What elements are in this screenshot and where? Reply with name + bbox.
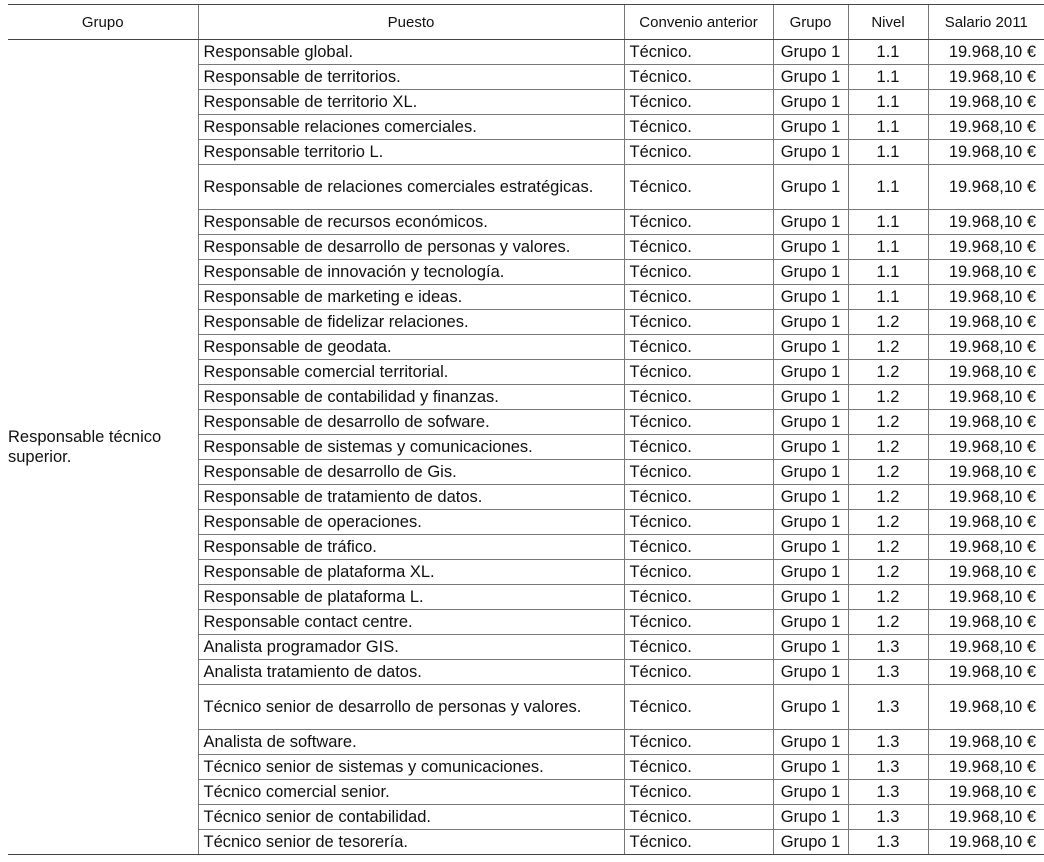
salario-cell: 19.968,10 € (928, 165, 1044, 210)
grupo-cell: Grupo 1 (773, 40, 848, 65)
salario-cell: 19.968,10 € (928, 235, 1044, 260)
convenio-cell: Técnico. (624, 260, 773, 285)
puesto-cell: Técnico senior de tesorería. (198, 830, 624, 855)
grupo-cell: Grupo 1 (773, 435, 848, 460)
salario-cell: 19.968,10 € (928, 460, 1044, 485)
convenio-cell: Técnico. (624, 435, 773, 460)
convenio-cell: Técnico. (624, 755, 773, 780)
nivel-cell: 1.3 (848, 830, 928, 855)
grupo-cell: Grupo 1 (773, 335, 848, 360)
puesto-cell: Responsable de sistemas y comunicaciones. (198, 435, 624, 460)
grupo-cell: Grupo 1 (773, 560, 848, 585)
convenio-cell: Técnico. (624, 585, 773, 610)
grupo-cell: Grupo 1 (773, 730, 848, 755)
grupo-cell: Grupo 1 (773, 410, 848, 435)
convenio-cell: Técnico. (624, 685, 773, 730)
convenio-cell: Técnico. (624, 335, 773, 360)
puesto-cell: Técnico senior de desarrollo de personas y valores. (198, 685, 624, 730)
nivel-cell: 1.1 (848, 260, 928, 285)
header-convenio: Convenio anterior (624, 5, 773, 40)
puesto-cell: Responsable contact centre. (198, 610, 624, 635)
grupo-cell: Grupo 1 (773, 360, 848, 385)
convenio-cell: Técnico. (624, 780, 773, 805)
grupo-cell: Grupo 1 (773, 90, 848, 115)
salario-cell: 19.968,10 € (928, 115, 1044, 140)
grupo-cell: Grupo 1 (773, 830, 848, 855)
salario-cell: 19.968,10 € (928, 660, 1044, 685)
grupo-cell: Grupo 1 (773, 535, 848, 560)
table-row (8, 40, 1044, 65)
puesto-cell: Técnico comercial senior. (198, 780, 624, 805)
salario-cell: 19.968,10 € (928, 780, 1044, 805)
puesto-cell: Responsable comercial territorial. (198, 360, 624, 385)
convenio-cell: Técnico. (624, 410, 773, 435)
nivel-cell: 1.1 (848, 65, 928, 90)
salario-cell: 19.968,10 € (928, 310, 1044, 335)
group-label-cell: Responsable técnico superior. (8, 40, 198, 855)
salario-cell: 19.968,10 € (928, 335, 1044, 360)
nivel-cell: 1.2 (848, 460, 928, 485)
puesto-cell: Responsable de recursos económicos. (198, 210, 624, 235)
grupo-cell: Grupo 1 (773, 780, 848, 805)
nivel-cell: 1.1 (848, 165, 928, 210)
convenio-cell: Técnico. (624, 535, 773, 560)
convenio-cell: Técnico. (624, 385, 773, 410)
salario-cell: 19.968,10 € (928, 805, 1044, 830)
convenio-cell: Técnico. (624, 140, 773, 165)
nivel-cell: 1.2 (848, 435, 928, 460)
convenio-cell: Técnico. (624, 610, 773, 635)
salario-cell: 19.968,10 € (928, 585, 1044, 610)
grupo-cell: Grupo 1 (773, 140, 848, 165)
nivel-cell: 1.2 (848, 510, 928, 535)
puesto-cell: Responsable de territorios. (198, 65, 624, 90)
salario-cell: 19.968,10 € (928, 535, 1044, 560)
puesto-cell: Responsable de geodata. (198, 335, 624, 360)
salario-cell: 19.968,10 € (928, 385, 1044, 410)
nivel-cell: 1.2 (848, 485, 928, 510)
grupo-cell: Grupo 1 (773, 235, 848, 260)
convenio-cell: Técnico. (624, 40, 773, 65)
convenio-cell: Técnico. (624, 115, 773, 140)
grupo-cell: Grupo 1 (773, 210, 848, 235)
puesto-cell: Responsable de plataforma L. (198, 585, 624, 610)
convenio-cell: Técnico. (624, 660, 773, 685)
nivel-cell: 1.3 (848, 660, 928, 685)
nivel-cell: 1.3 (848, 730, 928, 755)
grupo-cell: Grupo 1 (773, 510, 848, 535)
header-puesto: Puesto (198, 5, 624, 40)
nivel-cell: 1.3 (848, 805, 928, 830)
convenio-cell: Técnico. (624, 210, 773, 235)
salario-cell: 19.968,10 € (928, 260, 1044, 285)
nivel-cell: 1.2 (848, 585, 928, 610)
salario-cell: 19.968,10 € (928, 510, 1044, 535)
puesto-cell: Analista tratamiento de datos. (198, 660, 624, 685)
grupo-cell: Grupo 1 (773, 585, 848, 610)
puesto-cell: Responsable global. (198, 40, 624, 65)
convenio-cell: Técnico. (624, 235, 773, 260)
convenio-cell: Técnico. (624, 830, 773, 855)
puesto-cell: Técnico senior de sistemas y comunicaciones. (198, 755, 624, 780)
puesto-cell: Responsable de contabilidad y finanzas. (198, 385, 624, 410)
convenio-cell: Técnico. (624, 310, 773, 335)
grupo-cell: Grupo 1 (773, 165, 848, 210)
convenio-cell: Técnico. (624, 730, 773, 755)
puesto-cell: Analista de software. (198, 730, 624, 755)
grupo-cell: Grupo 1 (773, 310, 848, 335)
puesto-cell: Responsable de marketing e ideas. (198, 285, 624, 310)
puesto-cell: Responsable de relaciones comerciales estratégicas. (198, 165, 624, 210)
salario-cell: 19.968,10 € (928, 40, 1044, 65)
grupo-cell: Grupo 1 (773, 385, 848, 410)
salario-cell: 19.968,10 € (928, 285, 1044, 310)
puesto-cell: Responsable de tráfico. (198, 535, 624, 560)
puesto-cell: Responsable de operaciones. (198, 510, 624, 535)
nivel-cell: 1.2 (848, 310, 928, 335)
nivel-cell: 1.1 (848, 210, 928, 235)
salario-cell: 19.968,10 € (928, 485, 1044, 510)
puesto-cell: Técnico senior de contabilidad. (198, 805, 624, 830)
convenio-cell: Técnico. (624, 90, 773, 115)
convenio-cell: Técnico. (624, 165, 773, 210)
puesto-cell: Analista programador GIS. (198, 635, 624, 660)
salary-table (8, 4, 1044, 855)
grupo-cell: Grupo 1 (773, 685, 848, 730)
salario-cell: 19.968,10 € (928, 830, 1044, 855)
salario-cell: 19.968,10 € (928, 610, 1044, 635)
convenio-cell: Técnico. (624, 65, 773, 90)
nivel-cell: 1.2 (848, 610, 928, 635)
nivel-cell: 1.2 (848, 535, 928, 560)
convenio-cell: Técnico. (624, 360, 773, 385)
grupo-cell: Grupo 1 (773, 285, 848, 310)
grupo-cell: Grupo 1 (773, 805, 848, 830)
salario-cell: 19.968,10 € (928, 755, 1044, 780)
nivel-cell: 1.3 (848, 685, 928, 730)
grupo-cell: Grupo 1 (773, 635, 848, 660)
puesto-cell: Responsable de desarrollo de Gis. (198, 460, 624, 485)
nivel-cell: 1.2 (848, 360, 928, 385)
grupo-cell: Grupo 1 (773, 460, 848, 485)
puesto-cell: Responsable de desarrollo de personas y valores. (198, 235, 624, 260)
convenio-cell: Técnico. (624, 460, 773, 485)
grupo-cell: Grupo 1 (773, 65, 848, 90)
salario-cell: 19.968,10 € (928, 685, 1044, 730)
nivel-cell: 1.2 (848, 385, 928, 410)
puesto-cell: Responsable relaciones comerciales. (198, 115, 624, 140)
header-grupo-group: Grupo (8, 5, 198, 40)
puesto-cell: Responsable de plataforma XL. (198, 560, 624, 585)
puesto-cell: Responsable de tratamiento de datos. (198, 485, 624, 510)
salario-cell: 19.968,10 € (928, 65, 1044, 90)
nivel-cell: 1.3 (848, 780, 928, 805)
nivel-cell: 1.1 (848, 140, 928, 165)
convenio-cell: Técnico. (624, 485, 773, 510)
nivel-cell: 1.2 (848, 560, 928, 585)
convenio-cell: Técnico. (624, 635, 773, 660)
grupo-cell: Grupo 1 (773, 485, 848, 510)
header-grupo: Grupo (773, 5, 848, 40)
header-nivel: Nivel (848, 5, 928, 40)
nivel-cell: 1.1 (848, 90, 928, 115)
salario-cell: 19.968,10 € (928, 140, 1044, 165)
salario-cell: 19.968,10 € (928, 210, 1044, 235)
table-body (8, 40, 1044, 855)
puesto-cell: Responsable de fidelizar relaciones. (198, 310, 624, 335)
salario-cell: 19.968,10 € (928, 410, 1044, 435)
salario-cell: 19.968,10 € (928, 560, 1044, 585)
grupo-cell: Grupo 1 (773, 115, 848, 140)
puesto-cell: Responsable de desarrollo de sofware. (198, 410, 624, 435)
nivel-cell: 1.3 (848, 755, 928, 780)
nivel-cell: 1.1 (848, 285, 928, 310)
header-salario: Salario 2011 (928, 5, 1044, 40)
grupo-cell: Grupo 1 (773, 260, 848, 285)
grupo-cell: Grupo 1 (773, 755, 848, 780)
grupo-cell: Grupo 1 (773, 610, 848, 635)
salario-cell: 19.968,10 € (928, 90, 1044, 115)
convenio-cell: Técnico. (624, 805, 773, 830)
nivel-cell: 1.1 (848, 115, 928, 140)
nivel-cell: 1.2 (848, 410, 928, 435)
nivel-cell: 1.1 (848, 40, 928, 65)
salario-cell: 19.968,10 € (928, 635, 1044, 660)
salario-cell: 19.968,10 € (928, 435, 1044, 460)
salario-cell: 19.968,10 € (928, 730, 1044, 755)
nivel-cell: 1.1 (848, 235, 928, 260)
salario-cell: 19.968,10 € (928, 360, 1044, 385)
puesto-cell: Responsable territorio L. (198, 140, 624, 165)
convenio-cell: Técnico. (624, 285, 773, 310)
puesto-cell: Responsable de territorio XL. (198, 90, 624, 115)
grupo-cell: Grupo 1 (773, 660, 848, 685)
nivel-cell: 1.2 (848, 335, 928, 360)
convenio-cell: Técnico. (624, 510, 773, 535)
nivel-cell: 1.3 (848, 635, 928, 660)
puesto-cell: Responsable de innovación y tecnología. (198, 260, 624, 285)
header-row (8, 5, 1044, 40)
convenio-cell: Técnico. (624, 560, 773, 585)
